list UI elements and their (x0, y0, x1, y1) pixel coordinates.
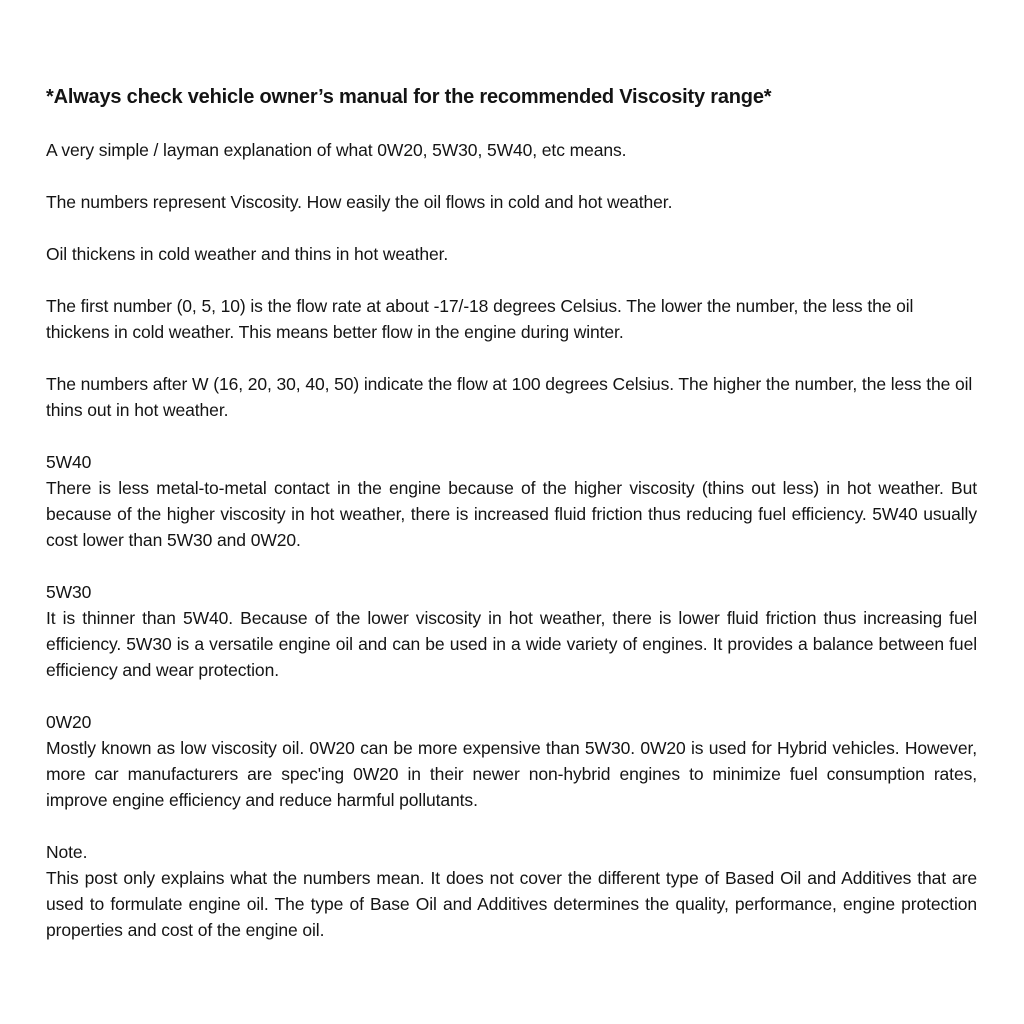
section-heading-0w20: 0W20 (46, 712, 92, 732)
section-body-5w40: There is less metal-to-metal contact in the engine because of the higher viscosity (thins out less) in hot weather. But because of the higher viscosity in hot weather, there is increased fluid friction thus reducing fuel efficiency. 5W40 usually cost lower than 5W30 and 0W20. (46, 478, 977, 550)
section-5w30 (46, 579, 977, 683)
intro-paragraph-numbers-after-w: The numbers after W (16, 20, 30, 40, 50) indicate the flow at 100 degrees Celsius. The higher the number, the less the oil thins out in hot weather. (46, 374, 973, 420)
section-heading-5w40: 5W40 (46, 452, 92, 472)
section-body-note: This post only explains what the numbers mean. It does not cover the different type of Based Oil and Additives that are used to formulate engine oil. The type of Base Oil and Additives determines the quality, performance, engine protection properties and cost of the engine oil. (46, 868, 977, 940)
intro-paragraph-viscosity: The numbers represent Viscosity. How easily the oil flows in cold and hot weather. (46, 192, 673, 212)
section-heading-5w30: 5W30 (46, 582, 92, 602)
section-5w40 (46, 449, 977, 553)
section-heading-note: Note. (46, 842, 88, 862)
document-title: *Always check vehicle owner’s manual for the recommended Viscosity range* (46, 86, 772, 108)
section-0w20 (46, 709, 977, 813)
intro-paragraph-thickens: Oil thickens in cold weather and thins in hot weather. (46, 244, 449, 264)
intro-paragraph-explanation: A very simple / layman explanation of what 0W20, 5W30, 5W40, etc means. (46, 140, 627, 160)
intro-paragraph-first-number: The first number (0, 5, 10) is the flow rate at about -17/-18 degrees Celsius. The lower the number, the less the oil thickens in cold weather. This means better flow in the engine during winter. (46, 296, 914, 342)
section-note (46, 839, 977, 943)
section-body-5w30: It is thinner than 5W40. Because of the lower viscosity in hot weather, there is lower fluid friction thus increasing fuel efficiency. 5W30 is a versatile engine oil and can be used in a wide variety of engines. It provides a balance between fuel efficiency and wear protection. (46, 608, 977, 680)
section-body-0w20: Mostly known as low viscosity oil. 0W20 can be more expensive than 5W30. 0W20 is used for Hybrid vehicles. However, more car manufacturers are spec'ing 0W20 in their newer non-hybrid engines to minimize fuel consumption rates, improve engine efficiency and reduce harmful pollutants. (46, 738, 977, 810)
